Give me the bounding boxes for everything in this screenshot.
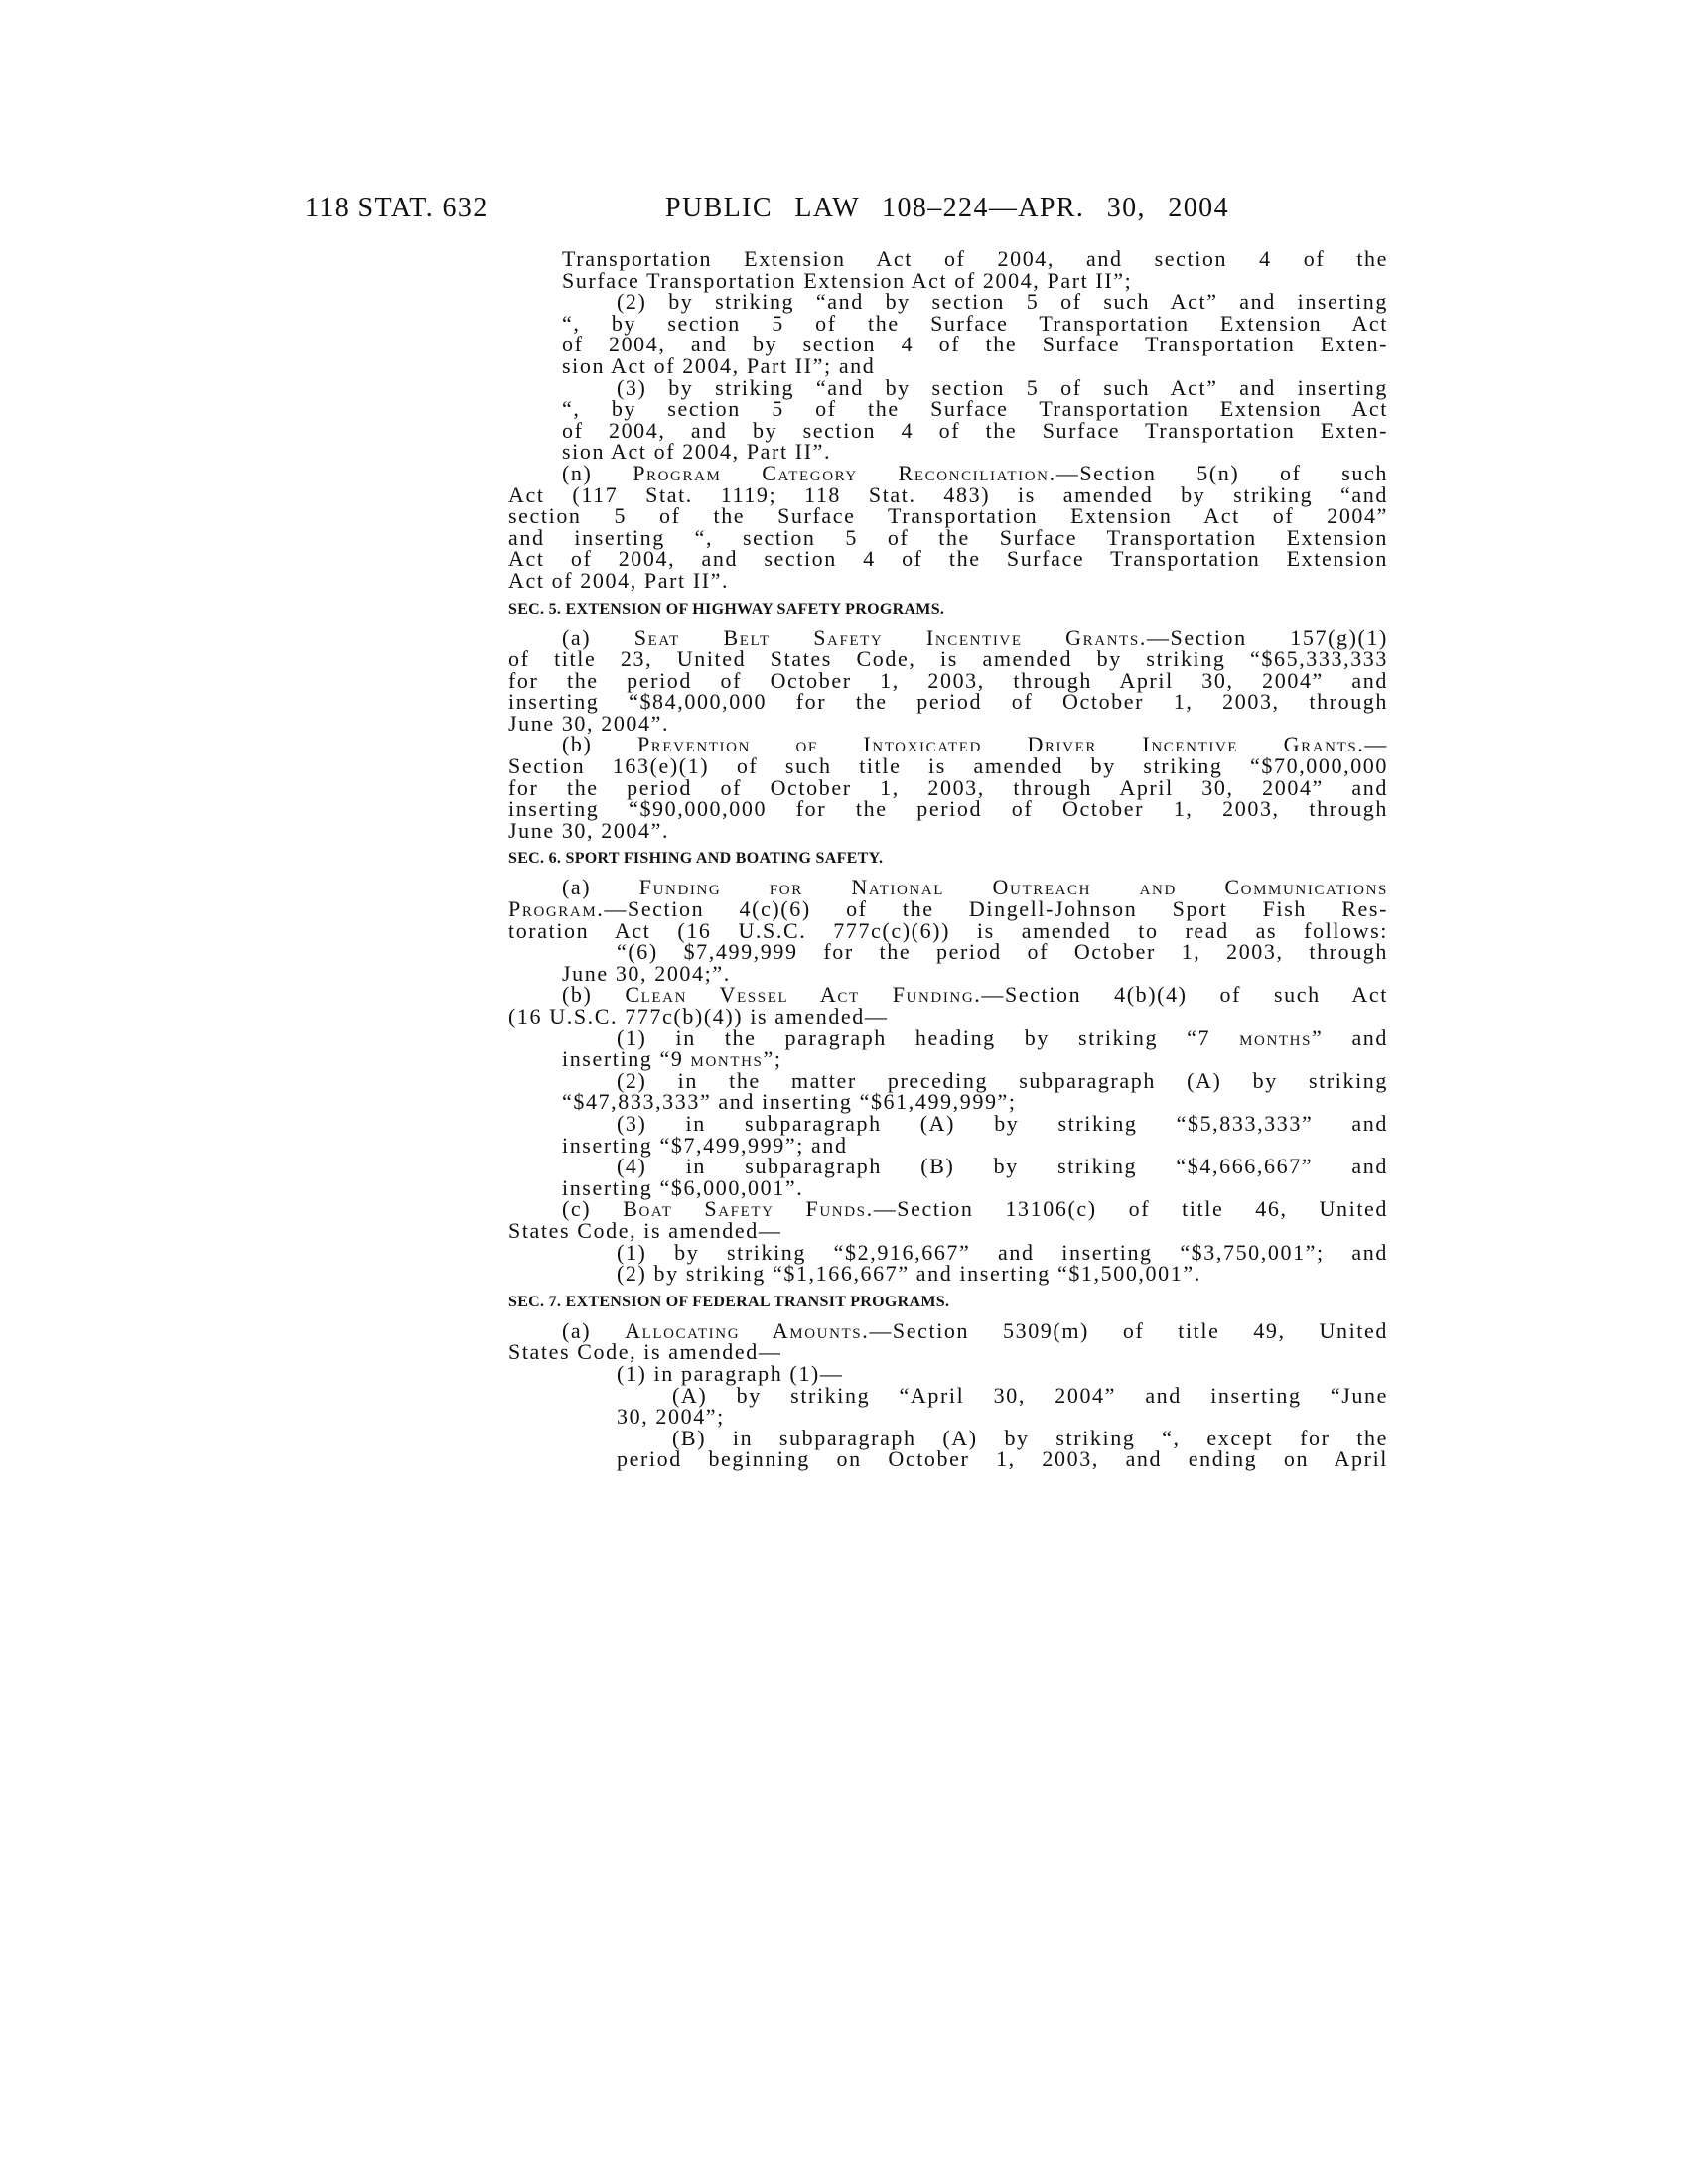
line-text: (1) in the paragraph heading by striking “: [617, 1024, 1198, 1050]
text-line: [617, 1448, 1388, 1470]
text-line: [508, 710, 1388, 736]
line-text: (4) in subparagraph (B) by striking “$4,666,667” and: [617, 1154, 1388, 1179]
text-line: [508, 755, 1388, 777]
text-line: [508, 481, 1388, 507]
text-line: [508, 1341, 1388, 1363]
line-text: of title 23, United States Code, is amended by striking “$65,333,333: [508, 646, 1388, 672]
text-line: [508, 691, 1388, 713]
small-caps-heading: Clean Vessel Act Funding: [625, 982, 975, 1008]
text-line: [508, 667, 1388, 693]
small-caps-heading: Seat Belt Safety Incentive Grants: [633, 624, 1140, 650]
line-text: “, by section 5 of the Surface Transportation Extension Act: [562, 396, 1388, 422]
text-line: [617, 1067, 1388, 1093]
line-text: (1) in paragraph (1)—: [617, 1360, 844, 1386]
small-caps-heading: Prevention of Intoxicated Driver Incentive Grants: [636, 732, 1358, 757]
small-caps-heading: Boat Safety Funds: [623, 1196, 867, 1222]
text-line: [508, 524, 1388, 550]
line-text: Act of 2004, and section 4 of the Surface Transportation Extension: [508, 546, 1388, 572]
line-text: section 5 of the Surface Transportation Extension Act of 2004”: [508, 503, 1388, 529]
text-line: [508, 774, 1388, 800]
text-line: [508, 817, 1388, 843]
line-text: inserting “$84,000,000 for the period of October 1, 2003, through: [508, 689, 1388, 715]
text-line: [617, 291, 1388, 313]
text-line: [508, 548, 1388, 570]
line-text: of 2004, and by section 4 of the Surface Transportation Exten-: [562, 332, 1388, 357]
small-caps-heading: Program Category Reconciliation: [633, 460, 1050, 485]
line-text: .—Section 4(c)(6) of the Dingell-Johnson Sport Fish Res-: [597, 896, 1388, 922]
text-line: [562, 248, 1388, 270]
text-line: [562, 441, 1388, 463]
line-text: period beginning on October 1, 2003, and ending on April: [617, 1446, 1388, 1472]
text-line: [562, 1317, 1388, 1343]
line-text: June 30, 2004;”.: [562, 960, 731, 986]
text-line: [562, 334, 1388, 355]
document-body: [508, 248, 1388, 1470]
line-text: “$47,833,333” and inserting “$61,499,999”;: [562, 1089, 1017, 1115]
line-text: .—: [1357, 732, 1388, 757]
text-line: [562, 460, 1388, 485]
line-text: for the period of October 1, 2003, through April 30, 2004” and: [508, 667, 1388, 693]
small-caps-heading: 9 months: [670, 1046, 764, 1072]
line-text: toration Act (16 U.S.C. 777c(c)(6)) is amended to read as follows:: [508, 917, 1388, 943]
small-caps-heading: Allocating Amounts: [625, 1317, 863, 1343]
text-line: [617, 1360, 1388, 1386]
text-line: [562, 1132, 1388, 1158]
line-text: “(6) $7,499,999 for the period of October 1, 2003, through: [617, 939, 1388, 965]
line-text: inserting “$7,499,999”; and: [562, 1132, 848, 1158]
text-line: [562, 267, 1388, 293]
text-line: [562, 877, 1388, 898]
line-text: Act (117 Stat. 1119; 118 Stat. 483) is amended by striking “and: [508, 481, 1388, 507]
line-text: Transportation Extension Act of 2004, and section 4 of the: [562, 246, 1388, 271]
line-text: (2) in the matter preceding subparagraph (A) by striking: [617, 1067, 1388, 1093]
line-text: Act of 2004, Part II”.: [508, 567, 730, 593]
text-line: [617, 1110, 1388, 1136]
text-line: [617, 1156, 1388, 1177]
line-text: June 30, 2004”.: [508, 817, 670, 843]
section-heading: [508, 1285, 1388, 1320]
text-line: [617, 374, 1388, 400]
line-text: and inserting “, section 5 of the Surface Transportation Extension: [508, 524, 1388, 550]
line-text: (2) by striking “$1,166,667” and inserting “$1,500,001”.: [617, 1261, 1201, 1287]
text-line: [508, 505, 1388, 527]
line-text: States Code, is amended—: [508, 1339, 782, 1365]
text-line: [617, 941, 1388, 963]
line-text: of 2004, and by section 4 of the Surface Transportation Exten-: [562, 417, 1388, 443]
text-line: [562, 1091, 1388, 1113]
text-line: [508, 917, 1388, 943]
text-line: [617, 1024, 1389, 1050]
line-text: sion Act of 2004, Part II”; and: [562, 352, 876, 378]
text-line: [508, 798, 1388, 820]
line-text: June 30, 2004”.: [508, 710, 670, 736]
line-text: .—Section 13106(c) of title 46, United: [866, 1196, 1389, 1222]
text-line: [562, 960, 1388, 986]
line-text: Section 163(e)(1) of such title is amended by striking “$70,000,000: [508, 753, 1388, 779]
line-text: inserting “$90,000,000 for the period of October 1, 2003, through: [508, 796, 1388, 822]
small-caps-heading: Funding for National Outreach and Communications: [638, 875, 1388, 900]
line-text: (c): [562, 1196, 624, 1222]
running-header-title: PUBLIC LAW 108–224—APR. 30, 2004: [665, 193, 1229, 223]
line-text: 30, 2004”;: [617, 1404, 725, 1430]
text-line: [562, 984, 1388, 1006]
line-text: “, by section 5 of the Surface Transportation Extension Act: [562, 310, 1388, 336]
line-text: for the period of October 1, 2003, through April 30, 2004” and: [508, 774, 1388, 800]
line-text: ” and: [1312, 1024, 1389, 1050]
text-line: [508, 648, 1388, 670]
small-caps-heading: 7 months: [1197, 1024, 1313, 1050]
line-text: (b): [562, 732, 637, 757]
text-line: [508, 567, 1388, 593]
line-text: (1) by striking “$2,916,667” and inserting “$3,750,001”; and: [617, 1239, 1388, 1265]
text-line: [508, 1217, 1388, 1243]
text-line: [508, 1006, 1388, 1027]
text-line: [617, 1406, 1388, 1428]
line-text: inserting “: [562, 1046, 671, 1072]
line-text: (a): [562, 624, 634, 650]
text-line: [672, 1425, 1388, 1450]
line-text: (b): [562, 982, 626, 1008]
line-text: (n): [562, 460, 633, 485]
line-text: (2) by striking “and by section 5 of such Act” and inserting: [617, 289, 1388, 315]
line-text: SEC. 5. EXTENSION OF HIGHWAY SAFETY PROGRAMS.: [508, 600, 945, 617]
line-text: sion Act of 2004, Part II”.: [562, 439, 832, 465]
section-heading: [508, 841, 1388, 877]
text-line: [562, 734, 1388, 755]
section-heading: [508, 592, 1388, 627]
text-line: [562, 1174, 1388, 1200]
line-text: (16 U.S.C. 777c(b)(4)) is amended—: [508, 1004, 889, 1028]
line-text: .—Section 5(n) of such: [1049, 460, 1388, 485]
text-line: [562, 417, 1388, 443]
line-text: SEC. 7. EXTENSION OF FEDERAL TRANSIT PROGRAMS.: [508, 1293, 950, 1310]
line-text: .—Section 5309(m) of title 49, United: [862, 1317, 1388, 1343]
line-text: (3) in subparagraph (A) by striking “$5,833,333” and: [617, 1110, 1388, 1136]
line-text: .—Section 4(b)(4) of such Act: [974, 982, 1388, 1008]
line-text: (B) in subparagraph (A) by striking “, except for the: [672, 1425, 1388, 1450]
line-text: (a): [562, 1317, 626, 1343]
text-line: [617, 1239, 1388, 1265]
line-text: (a): [562, 875, 639, 900]
line-text: States Code, is amended—: [508, 1217, 782, 1243]
text-line: [562, 624, 1388, 650]
small-caps-heading: Program: [508, 896, 598, 922]
line-text: (3) by striking “and by section 5 of such Act” and inserting: [617, 374, 1388, 400]
page-stat-citation: 118 STAT. 632: [305, 193, 489, 223]
line-text: .—Section 157(g)(1): [1139, 624, 1388, 650]
text-line: [508, 898, 1388, 920]
line-text: inserting “$6,000,001”.: [562, 1174, 804, 1200]
line-text: SEC. 6. SPORT FISHING AND BOATING SAFETY.: [508, 850, 884, 868]
text-line: [562, 310, 1388, 336]
line-text: (A) by striking “April 30, 2004” and inserting “June: [672, 1382, 1388, 1408]
text-line: [672, 1382, 1388, 1408]
text-line: [562, 1048, 1388, 1070]
text-line: [562, 352, 1388, 378]
line-text: ”;: [763, 1046, 782, 1072]
text-line: [617, 1263, 1388, 1285]
text-line: [562, 398, 1388, 420]
text-line: [562, 1198, 1388, 1220]
line-text: Surface Transportation Extension Act of 2004, Part II”;: [562, 267, 1133, 293]
